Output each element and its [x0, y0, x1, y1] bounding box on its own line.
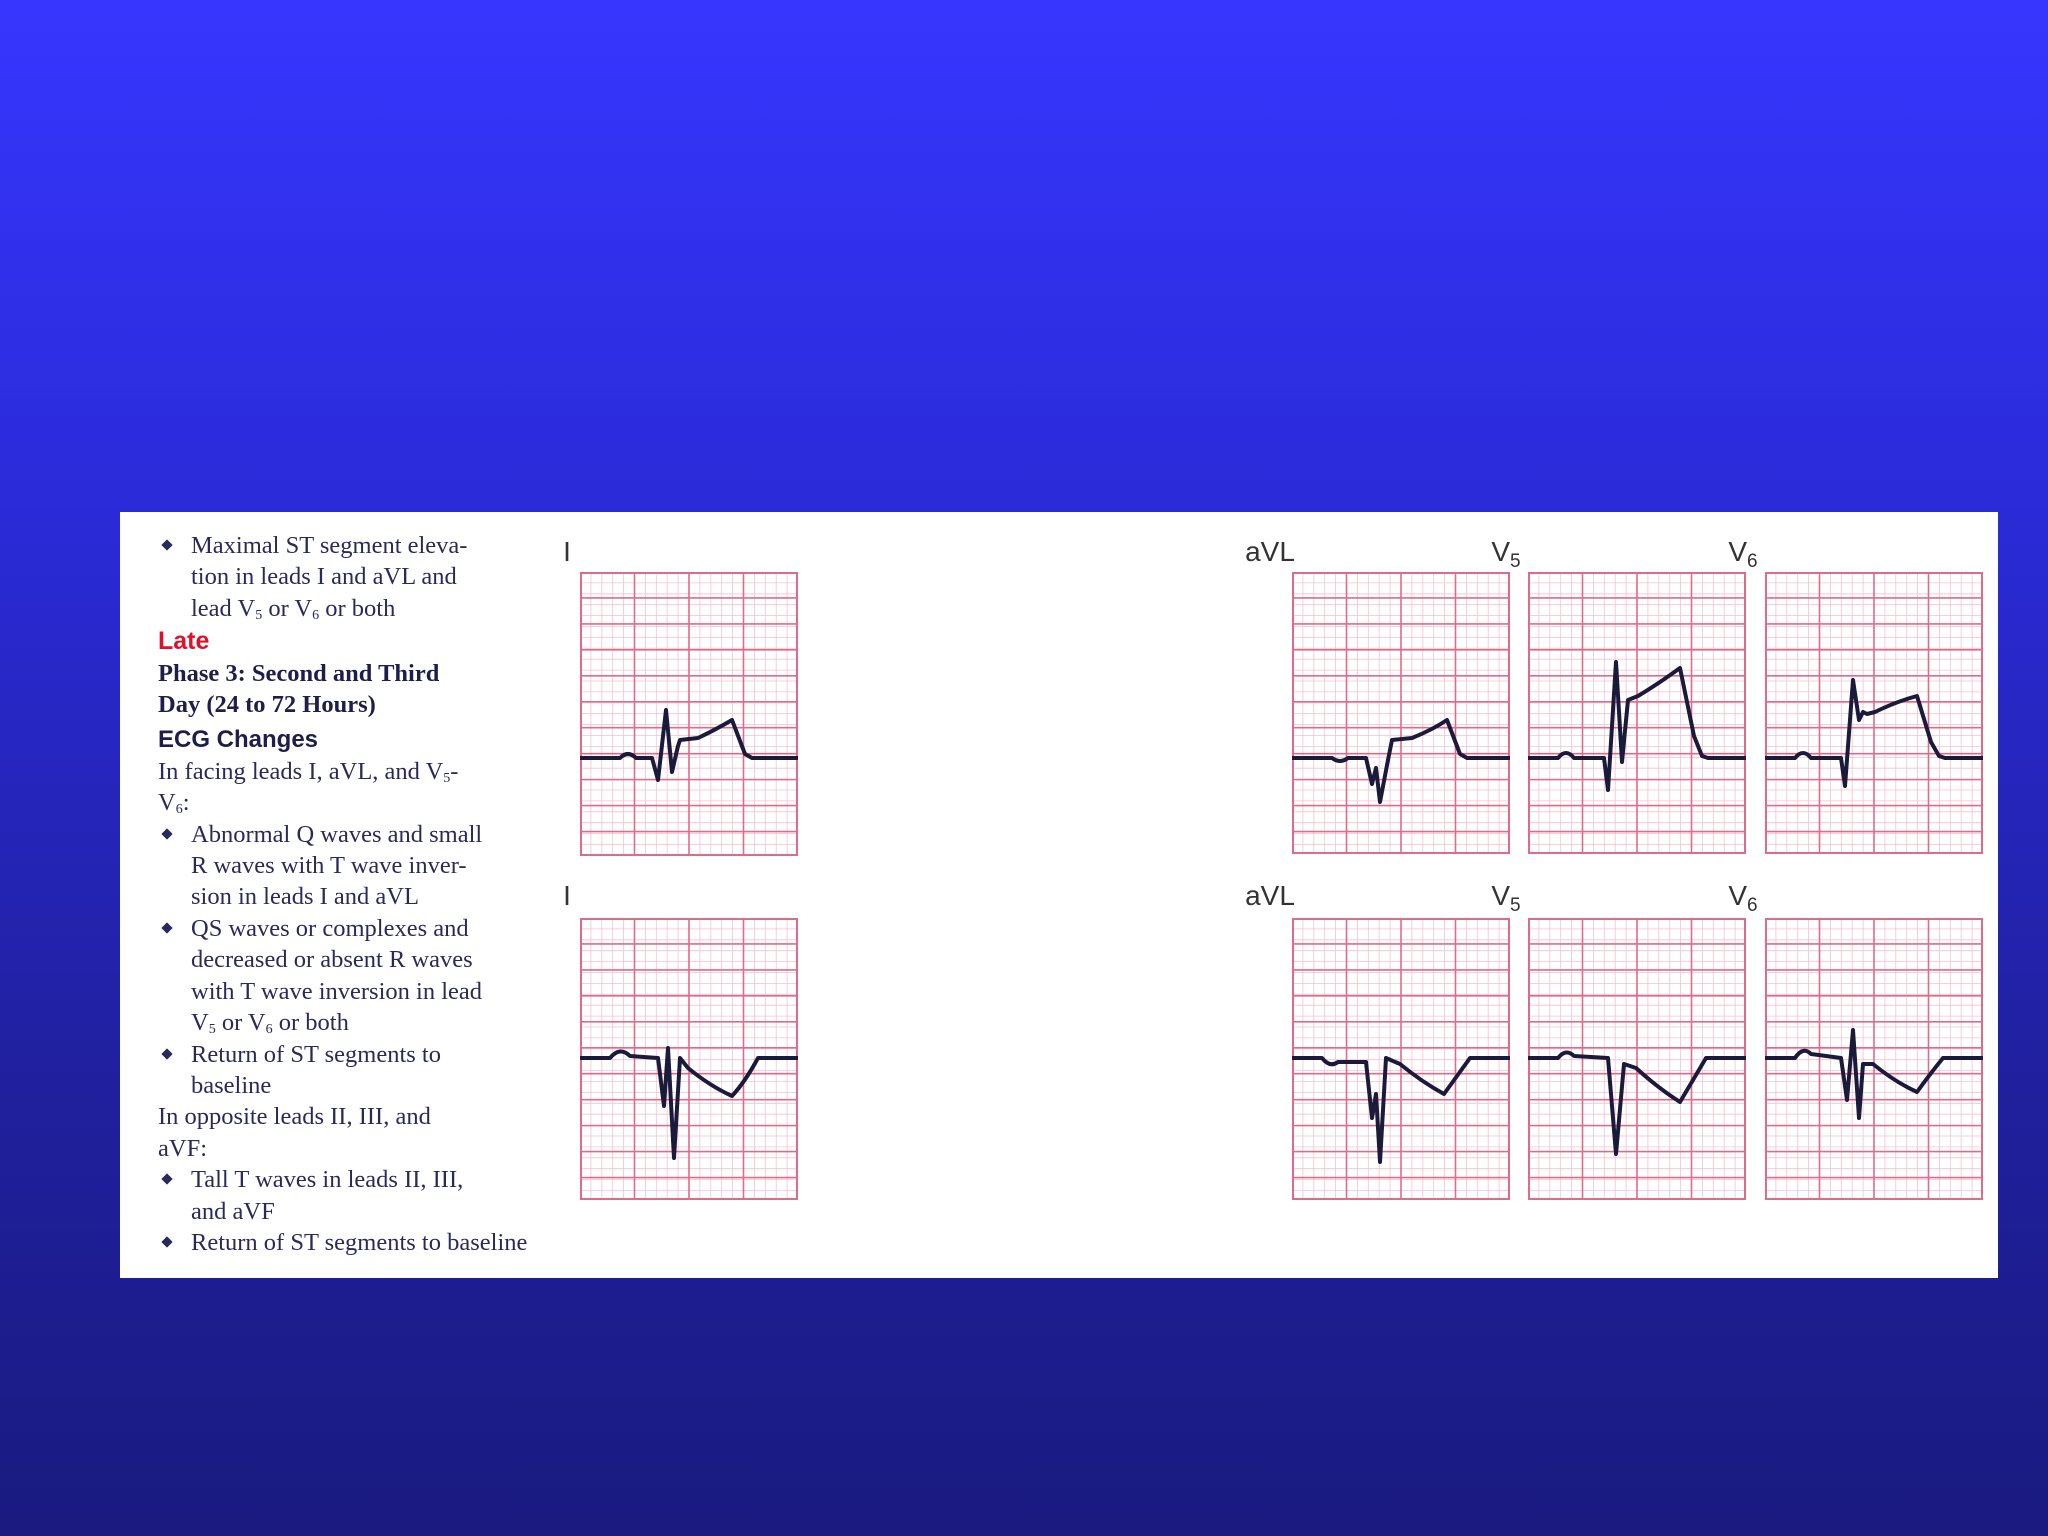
- bullet-tall-t: Tall T waves in leads II, III, and aVF: [158, 1164, 628, 1227]
- late-heading: Late: [158, 627, 210, 656]
- ecg-strip-aVL-bottom: [1292, 918, 1510, 1200]
- label-lead-V5-bottom: $V_5$: [1491, 880, 1521, 916]
- ecg-strip-V5-top: [1528, 572, 1746, 854]
- ecg-strip-I-top: [580, 572, 798, 856]
- ecg-strip-aVL-top: [1292, 572, 1510, 854]
- label-lead-aVL-bottom: aVL: [1245, 880, 1295, 911]
- content-panel: [120, 512, 1998, 1278]
- text-line: tion in leads I and aVL and: [191, 563, 457, 591]
- phase-heading: Phase 3: Second and Third Day (24 to 72 Hours): [158, 659, 440, 719]
- bullet-abnormal-q: Abnormal Q waves and small R waves with T wave inver- sion in leads I and aVL: [158, 819, 628, 913]
- label-lead-V6-bottom: $V_6$: [1728, 880, 1758, 916]
- ecg-strip-V5-bottom: [1528, 918, 1746, 1200]
- text-line: Maximal ST segment eleva-: [191, 532, 468, 559]
- ecg-strip-I-bottom: [580, 918, 798, 1200]
- opposite-leads-intro: In opposite leads II, III, and aVF:: [158, 1103, 431, 1162]
- label-lead-I-bottom: I: [563, 880, 571, 911]
- label-lead-V6-top: $V_6$: [1728, 536, 1758, 572]
- text-line: lead $V_5$ or $V_6$ or both: [191, 594, 396, 623]
- ecg-strip-V6-bottom: [1765, 918, 1983, 1200]
- bullet-return-st-baseline: Return of ST segments to baseline: [158, 1227, 628, 1258]
- bullet-return-st: Return of ST segments to baseline: [158, 1039, 628, 1102]
- ecg-strip-V6-top: [1765, 572, 1983, 854]
- label-lead-aVL-top: aVL: [1245, 536, 1295, 567]
- label-lead-V5-top: $V_5$: [1491, 536, 1521, 572]
- bullet-qs-waves: QS waves or complexes and decreased or absent R waves with T wave inversion in lead $V_5$ or $V_6$ or both: [158, 913, 628, 1039]
- facing-leads-intro: In facing leads I, aVL, and $V_5-$ $V_6$:: [158, 757, 459, 818]
- label-lead-I-top: I: [563, 536, 571, 567]
- ecg-changes-heading: ECG Changes: [158, 726, 319, 754]
